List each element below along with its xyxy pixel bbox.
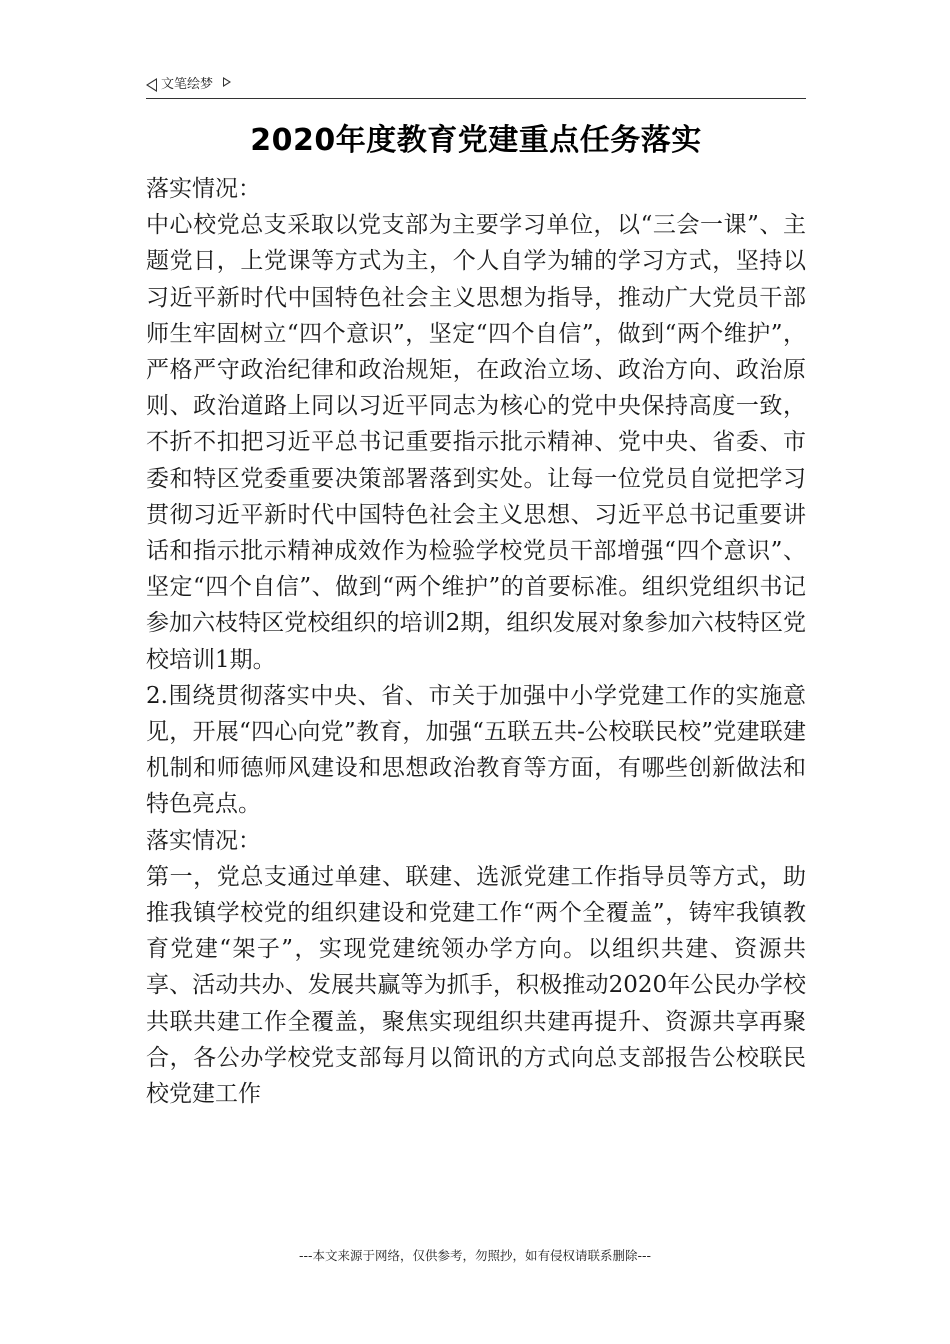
triangle-right-icon xyxy=(223,77,231,87)
paragraph: 2.围绕贯彻落实中央、省、市关于加强中小学党建工作的实施意见，开展“四心向党”教育，加强“五联五共-公校联民校”党建联建机制和师德师风建设和思想政治教育等方面，有哪些创新做法和特色亮点。 xyxy=(146,682,806,818)
paragraph: 中心校党总支采取以党支部为主要学习单位，以“三会一课”、主题党日，上党课等方式为主，个人自学为辅的学习方式，坚持以习近平新时代中国特色社会主义思想为指导，推动广大党员干部师生牢固树立“四个意识”，坚定“四个自信”，做到“两个维护”，严格严守政治纪律和政治规矩，在政治立场、政治方向、政治原则、政治道路上同以习近平同志为核心的党中央保持高度一致，不折不扣把习近平总书记重要指示批示精神、党中央、省委、市委和特区党委重要决策部署落到实处。让每一位党员自觉把学习贯彻习近平新时代中国特色社会主义思想、习近平总书记重要讲话和指示批示精神成效作为检验学校党员干部增强“四个意识”、坚定“四个自信”、做到“两个维护”的首要标准。组织党组织书记参加六枝特区党校组织的培训2期，组织发展对象参加六枝特区党校培训1期。 xyxy=(146,212,806,673)
paragraph: 第一，党总支通过单建、联建、选派党建工作指导员等方式，助推我镇学校党的组织建设和党建工作“两个全覆盖”，铸牢我镇教育党建“架子”，实现党建统领办学方向。以组织共建、资源共享、活动共办、发展共赢等为抓手，积极推动2020年公民办学校共联共建工作全覆盖，聚焦实现组织共建再提升、资源共享再聚合，各公办学校党支部每月以简讯的方式向总支部报告公校联民校党建工作 xyxy=(146,863,806,1108)
document-title: 2020年度教育党建重点任务落实 xyxy=(250,123,702,158)
page-footer: ---本文来源于网络，仅供参考，勿照抄，如有侵权请联系删除--- xyxy=(298,1248,652,1263)
paragraph: 落实情况： xyxy=(146,176,261,202)
document-body xyxy=(146,171,806,1112)
paragraph: 落实情况： xyxy=(146,827,261,854)
header-divider xyxy=(146,98,806,99)
header-brand: 文笔绘梦 xyxy=(161,77,214,92)
triangle-left-icon xyxy=(146,78,157,92)
page-header xyxy=(146,74,806,96)
